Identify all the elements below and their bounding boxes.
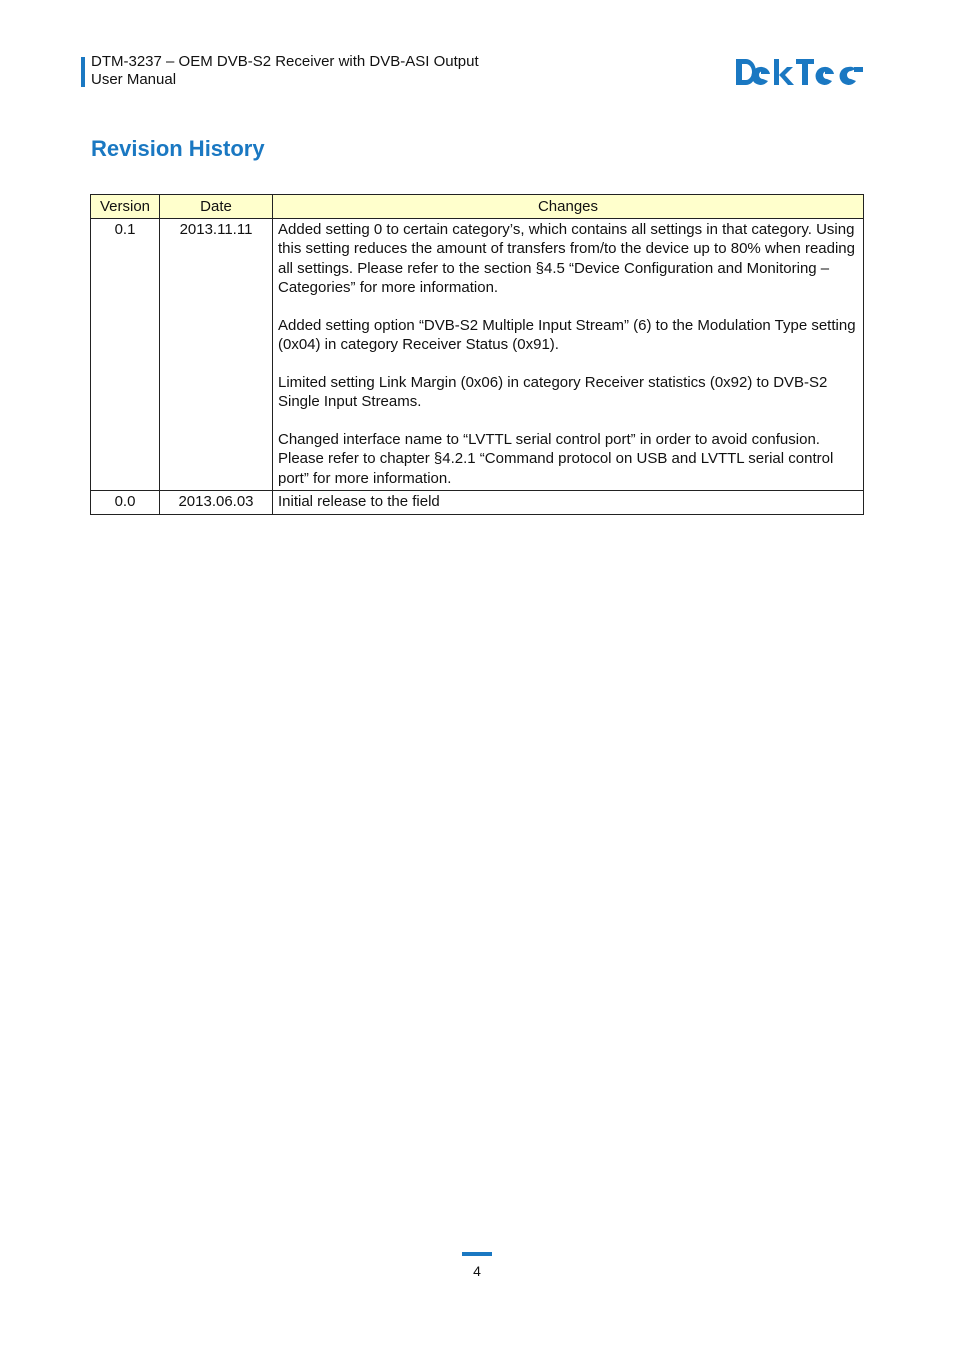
document-subtitle: User Manual — [91, 71, 177, 88]
change-paragraph: Added setting 0 to certain category’s, which contains all settings in that category. Using this setting reduces the amount of transfers from/to the device up to 80% when reading all settings. Please refer to the section §4.5 “Device Configuration and Monitoring – Categories” for more information. — [278, 220, 855, 296]
table-row — [91, 218, 864, 491]
document-header — [91, 53, 479, 89]
column-header-changes: Changes — [273, 195, 864, 219]
date-cell: 2013.11.11 — [160, 218, 273, 491]
section-title: Revision History — [91, 136, 265, 161]
page-number: 4 — [473, 1263, 481, 1279]
header-accent-bar — [81, 57, 85, 87]
change-paragraph: Changed interface name to “LVTTL serial control port” in order to avoid confusion. Please refer to chapter §4.2.1 “Command protocol on USB and LVTTL serial control port” for more information. — [278, 430, 834, 487]
date-cell: 2013.06.03 — [160, 491, 273, 515]
dektec-logo — [734, 55, 864, 89]
revision-history-table — [90, 194, 864, 515]
version-cell: 0.0 — [91, 491, 160, 515]
document-title: DTM-3237 – OEM DVB-S2 Receiver with DVB-ASI Output — [91, 53, 479, 70]
version-cell: 0.1 — [91, 218, 160, 491]
table-row — [91, 491, 864, 515]
change-paragraph: Initial release to the field — [278, 493, 440, 510]
change-paragraph: Limited setting Link Margin (0x06) in category Receiver statistics (0x92) to DVB-S2 Single Input Streams. — [278, 373, 828, 410]
change-paragraph: Added setting option “DVB-S2 Multiple Input Stream” (6) to the Modulation Type setting (0x04) in category Receiver Status (0x91). — [278, 316, 856, 353]
table-header-row — [91, 195, 864, 219]
changes-cell — [273, 218, 864, 491]
changes-cell — [273, 491, 864, 515]
column-header-date: Date — [160, 195, 273, 219]
footer-accent-bar — [462, 1252, 492, 1256]
column-header-version: Version — [91, 195, 160, 219]
